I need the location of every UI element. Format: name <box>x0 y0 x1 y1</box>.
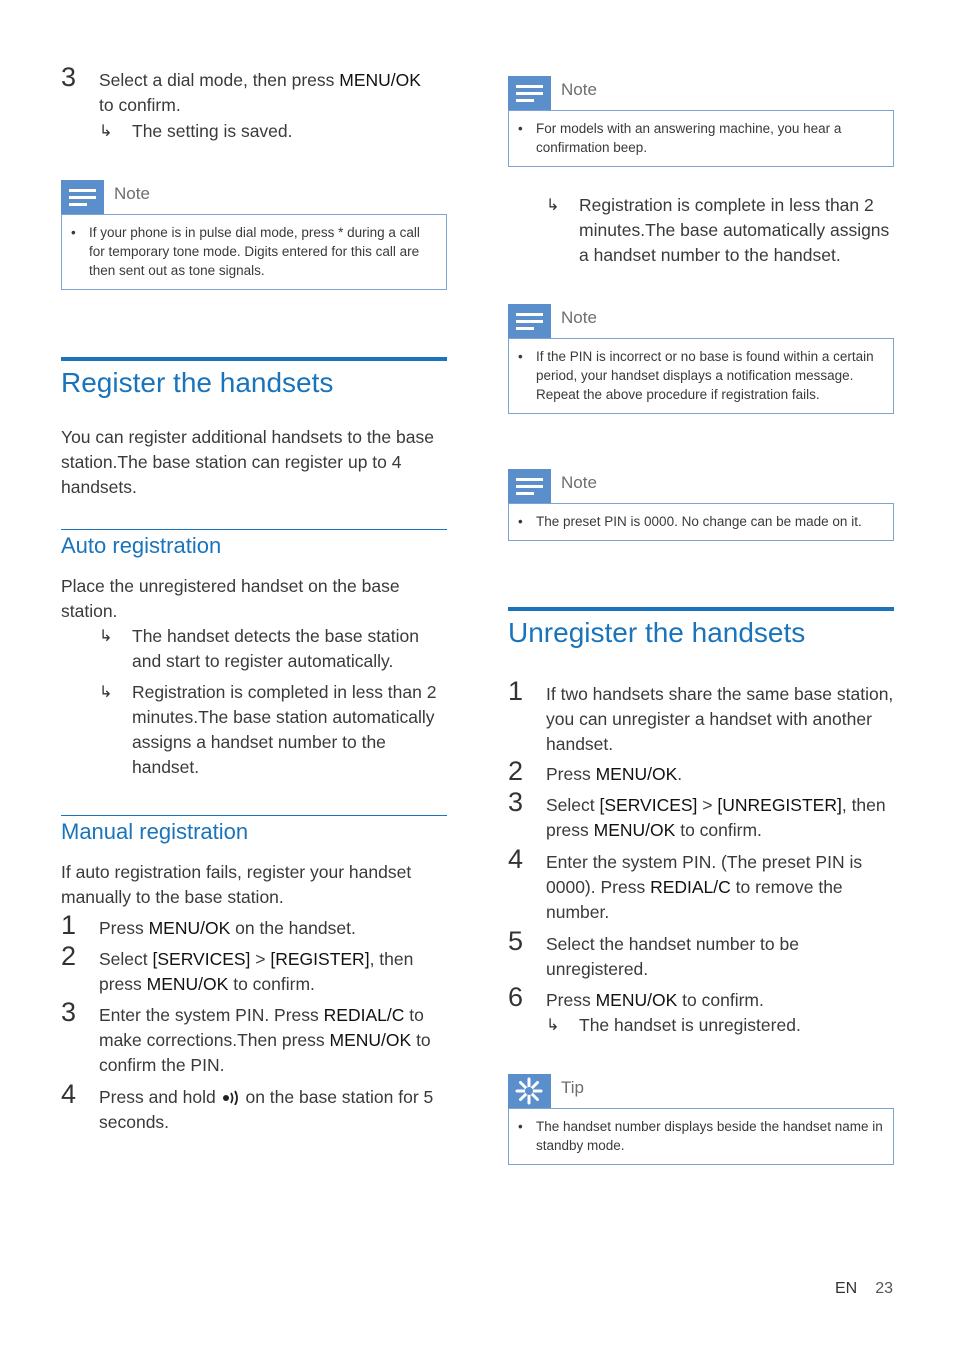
manual-step-2 <box>61 941 447 997</box>
section-title-register: Register the handsets <box>61 357 447 399</box>
step-number: 4 <box>508 844 524 874</box>
manual-step-3 <box>61 997 447 1078</box>
note-icon <box>61 180 104 214</box>
manual-intro: If auto registration fails, register your handset manually to the base station. <box>61 862 412 907</box>
step-number: 3 <box>508 787 524 817</box>
unreg-step-5 <box>508 926 894 982</box>
step-text: Press and hold on the base station for 5 seconds. <box>99 1087 434 1132</box>
page-number: 23 <box>875 1280 893 1297</box>
note-text: The preset PIN is 0000. No change can be made on it. <box>536 514 862 529</box>
note-box: Note • If your phone is in pulse dial mode, press * during a call for temporary tone mode. Digits entered for this call are then sent out as tone signals. <box>61 180 447 290</box>
step-result: ↳ The setting is saved. <box>99 119 447 144</box>
note-label: Note <box>114 184 150 203</box>
step-text: Press MENU/OK on the handset. <box>99 918 356 938</box>
note-label: Note <box>561 308 597 327</box>
result-arrow-icon: ↳ <box>99 684 113 701</box>
subsection-title-auto: Auto registration <box>61 529 447 559</box>
result-arrow-icon: ↳ <box>546 1017 560 1034</box>
step-number: 4 <box>61 1079 77 1109</box>
note-icon <box>508 469 551 503</box>
result-arrow-icon: ↳ <box>99 123 113 140</box>
result-arrow-icon: ↳ <box>99 628 113 645</box>
register-intro: You can register additional handsets to the base station.The base station can register up to 4 handsets. <box>61 427 434 497</box>
note-box: Note • The preset PIN is 0000. No change can be made on it. <box>508 469 894 541</box>
auto-intro: Place the unregistered handset on the base station. <box>61 576 400 621</box>
section-title-unregister: Unregister the handsets <box>508 607 894 649</box>
step-number: 6 <box>508 982 524 1012</box>
step-text: If two handsets share the same base station, you can unregister a handset with another handset. <box>546 684 894 754</box>
step-text: Press MENU/OK to confirm. <box>546 990 764 1010</box>
unreg-step-3 <box>508 787 894 843</box>
note-label: Note <box>561 473 597 492</box>
step-text: Enter the system PIN. (The preset PIN is 0000). Press REDIAL/C to remove the number. <box>546 852 863 922</box>
note-text: If your phone is in pulse dial mode, press * during a call for temporary tone mode. Digits entered for this call are then sent out as tone signals. <box>89 225 420 278</box>
auto-result-1: ↳ The handset detects the base station and start to register automatically. <box>99 626 419 671</box>
step-3-dial-mode <box>61 62 447 118</box>
unreg-result: ↳ The handset is unregistered. <box>546 1013 894 1038</box>
note-label: Note <box>561 80 597 99</box>
unreg-step-2 <box>508 756 894 787</box>
step-number: 2 <box>61 941 77 971</box>
tip-icon <box>508 1074 551 1108</box>
step-text: Select a dial mode, then press MENU/OK to confirm. <box>99 70 421 115</box>
language-code: EN <box>834 1280 858 1297</box>
tip-box: Tip • The handset number displays beside the handset name in standby mode. <box>508 1074 894 1165</box>
note-icon <box>508 76 551 110</box>
step-number: 1 <box>61 910 77 940</box>
step-number: 2 <box>508 756 524 786</box>
step-text: Select the handset number to be unregistered. <box>546 934 799 979</box>
tip-label: Tip <box>561 1078 584 1097</box>
tip-text: The handset number displays beside the handset name in standby mode. <box>536 1119 883 1153</box>
manual-step-1 <box>61 910 447 941</box>
auto-result-2: ↳ Registration is completed in less than 2 minutes.The base station automatically assigns a handset number to the handset. <box>99 682 437 777</box>
step-number: 1 <box>508 676 524 706</box>
step-number: 3 <box>61 62 77 92</box>
unreg-step-6 <box>508 982 894 1013</box>
result-arrow-icon: ↳ <box>546 197 560 214</box>
step-text: Press MENU/OK. <box>546 764 683 784</box>
note-box: Note • If the PIN is incorrect or no base is found within a certain period, your handset displays a notification message. Repeat the above procedure if registration fails. <box>508 304 894 414</box>
paging-icon <box>221 1089 241 1105</box>
manual-step-4 <box>61 1079 447 1135</box>
step-text: Select [SERVICES] > [UNREGISTER], then press MENU/OK to confirm. <box>546 795 886 840</box>
step-text: Enter the system PIN. Press REDIAL/C to make corrections.Then press MENU/OK to confirm the PIN. <box>99 1005 431 1075</box>
registration-result: ↳ Registration is complete in less than 2 minutes.The base automatically assigns a handset number to the handset. <box>546 195 890 265</box>
unreg-step-4 <box>508 844 894 925</box>
page-footer <box>835 1280 893 1298</box>
step-number: 5 <box>508 926 524 956</box>
note-box: Note • For models with an answering machine, you hear a confirmation beep. <box>508 76 894 167</box>
step-text: Select [SERVICES] > [REGISTER], then press MENU/OK to confirm. <box>99 949 414 994</box>
note-text: If the PIN is incorrect or no base is found within a certain period, your handset displays a notification message. Repeat the above procedure if registration fails. <box>536 349 874 402</box>
subsection-title-manual: Manual registration <box>61 815 447 845</box>
note-text: For models with an answering machine, you hear a confirmation beep. <box>536 121 842 155</box>
unreg-step-1 <box>508 676 894 757</box>
note-icon <box>508 304 551 338</box>
step-number: 3 <box>61 997 77 1027</box>
